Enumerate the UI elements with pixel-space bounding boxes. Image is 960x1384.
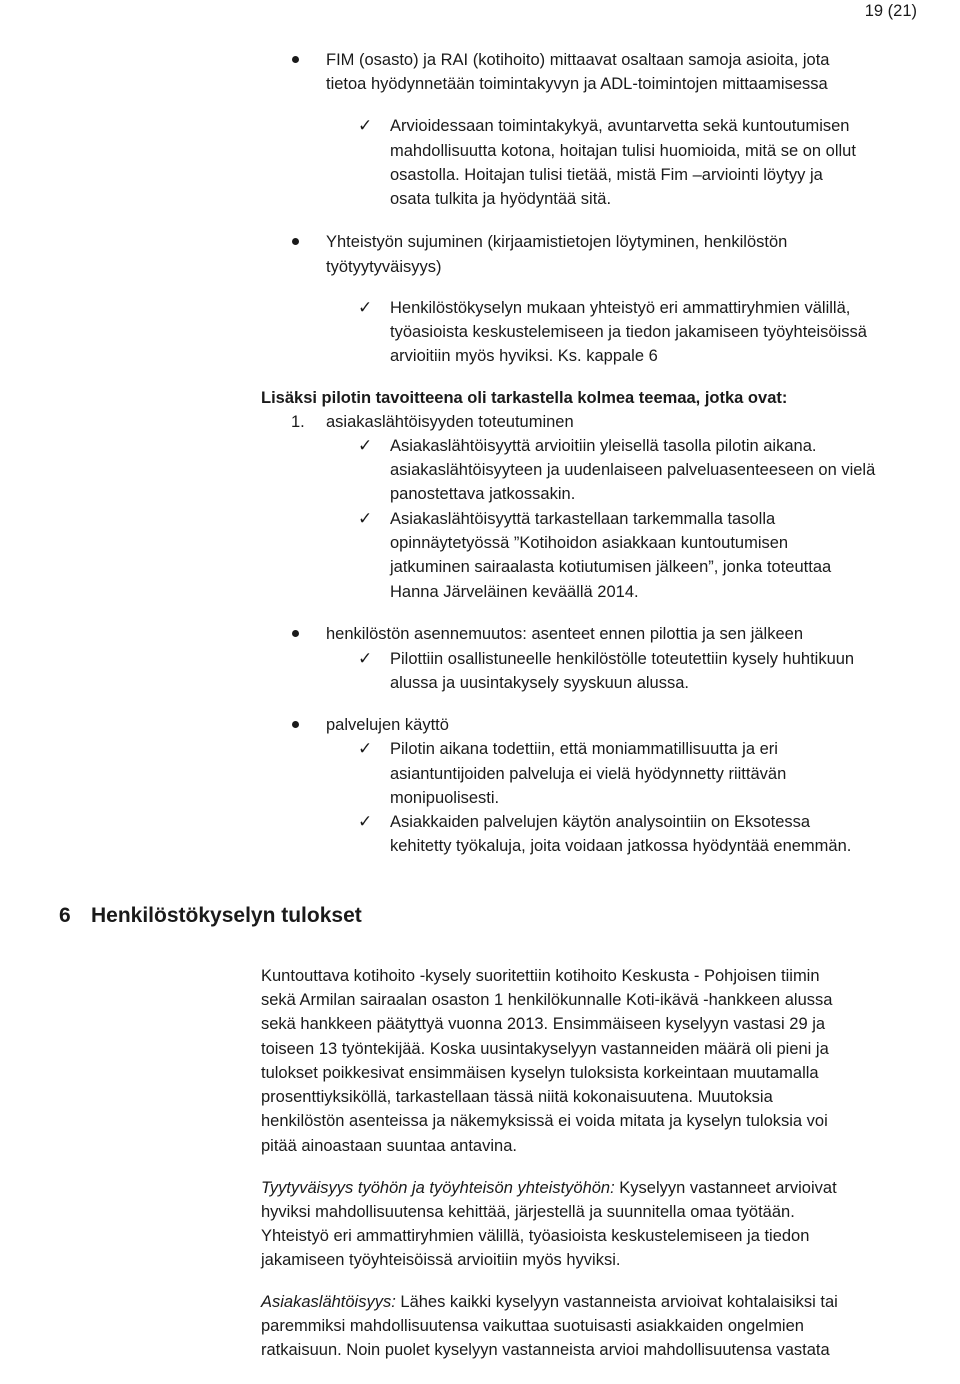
section-title: Henkilöstökyselyn tulokset	[91, 904, 362, 927]
text-line: Kuntouttava kotihoito -kysely suoritettiin kotihoito Keskusta - Pohjoisen tiimin	[261, 967, 820, 985]
check-icon: ✓	[358, 298, 373, 318]
text-line: Henkilöstökyselyn mukaan yhteistyö eri ammattiryhmien välillä,	[390, 299, 851, 317]
text-line: jatkuminen sairaalasta kotiutumisen jälkeen”, jonka toteuttaa	[390, 558, 832, 576]
text-line: monipuolisesti.	[390, 789, 500, 807]
text-line: Asiakkaiden palvelujen käytön analysointiin on Eksotessa	[390, 813, 811, 831]
check-icon: ✓	[358, 116, 373, 136]
text-line: Yhteistyön sujuminen (kirjaamistietojen löytyminen, henkilöstön	[326, 233, 788, 251]
text-line: työasioista keskustelemiseen ja tiedon jakamiseen työyhteisöissä	[390, 323, 867, 341]
text-line: kehitetty työkaluja, joita voidaan jatkossa hyödyntää enemmän.	[390, 837, 852, 855]
text-line	[261, 1176, 837, 1200]
text-line: Hanna Järveläinen keväällä 2014.	[390, 583, 639, 601]
text-line: paremmiksi mahdollisuutensa vaikuttaa suotuisasti asiakkaiden ongelmien	[261, 1317, 804, 1335]
text-line	[261, 1290, 838, 1314]
text-line: ratkaisuun. Noin puolet kyselyyn vastanneista arvioi mahdollisuutensa vastata	[261, 1341, 830, 1359]
item-number: 1.	[291, 413, 305, 431]
paragraph-label: Tyytyväisyys työhön ja työyhteisön yhteistyöhön:	[261, 1179, 615, 1197]
check-icon: ✓	[358, 649, 373, 669]
text-line: FIM (osasto) ja RAI (kotihoito) mittaavat osaltaan samoja asioita, jota	[326, 51, 830, 69]
text-line: sekä Armilan sairaalan osaston 1 henkilökunnalle Koti-ikävä -hankkeen alussa	[261, 991, 833, 1009]
text-line: työtyytyväisyys)	[326, 258, 442, 276]
paragraph-text: Lähes kaikki kyselyyn vastanneista arvioivat kohtalaisiksi tai	[395, 1293, 838, 1311]
text-line: Arvioidessaan toimintakykyä, avuntarvetta sekä kuntoutumisen	[390, 117, 850, 135]
text-line: asiantuntijoiden palveluja ei vielä hyödynnetty riittävän	[390, 765, 787, 783]
text-line: henkilöstön asenteissa ja näkemyksissä ei voida mitata ja kyselyn tuloksia voi	[261, 1112, 828, 1130]
paragraph-label: Asiakaslähtöisyys:	[261, 1293, 396, 1311]
text-line: asiakaslähtöisyyden toteutuminen	[326, 413, 574, 431]
text-line: mahdollisuutta kotona, hoitajan tulisi huomioida, mitä se on ollut	[390, 142, 856, 160]
bullet-dot	[292, 56, 299, 63]
text-line: Pilottiin osallistuneelle henkilöstölle toteutettiin kysely huhtikuun	[390, 650, 855, 668]
text-line: jakamiseen työyhteisöissä arvioitiin myös hyviksi.	[261, 1251, 621, 1269]
text-line: Asiakaslähtöisyyttä arvioitiin yleisellä tasolla pilotin aikana.	[390, 437, 817, 455]
check-icon: ✓	[358, 436, 373, 456]
text-line: Yhteistyö eri ammattiryhmien välillä, työasioista keskustelemiseen ja tiedon	[261, 1227, 810, 1245]
text-line: tulokset poikkesivat ensimmäisen kyselyn tuloksista korkeintaan muutamalla	[261, 1064, 819, 1082]
text-line: asiakaslähtöisyyteen ja uudenlaiseen palveluasenteeseen on vielä	[390, 461, 876, 479]
section-number: 6	[59, 904, 71, 927]
text-line: osastolla. Hoitajan tulisi tietää, mistä Fim –arviointi löytyy ja	[390, 166, 823, 184]
text-line: sekä hankkeen päätyttyä vuonna 2013. Ensimmäiseen kyselyyn vastasi 29 ja	[261, 1015, 826, 1033]
text-line: pitää ainoastaan suuntaa antavina.	[261, 1137, 517, 1155]
text-line: osata tulkita ja hyödyntää sitä.	[390, 190, 612, 208]
themes-heading: Lisäksi pilotin tavoitteena oli tarkastella kolmea teemaa, jotka ovat:	[261, 389, 788, 407]
text-line: Asiakaslähtöisyyttä tarkastellaan tarkemmalla tasolla	[390, 510, 776, 528]
text-line: arvioitiin myös hyviksi. Ks. kappale 6	[390, 347, 658, 365]
bullet-dot	[292, 721, 299, 728]
text-line: hyviksi mahdollisuutensa kehittää, järjestellä ja suunnitella omaa työtään.	[261, 1203, 795, 1221]
text-line: tietoa hyödynnetään toimintakyvyn ja ADL-toimintojen mittaamisessa	[326, 75, 828, 93]
text-line: toiseen 13 työntekijää. Koska uusintakyselyyn vastanneiden määrä oli pieni ja	[261, 1040, 829, 1058]
bullet-dot	[292, 238, 299, 245]
text-line: panostettava jatkossakin.	[390, 485, 576, 503]
text-line: opinnäytetyössä ”Kotihoidon asiakkaan kuntoutumisen	[390, 534, 789, 552]
text-line: alussa ja uusintakysely syyskuun alussa.	[390, 674, 689, 692]
check-icon: ✓	[358, 812, 373, 832]
text-line: henkilöstön asennemuutos: asenteet ennen pilottia ja sen jälkeen	[326, 625, 804, 643]
page-number: 19 (21)	[864, 2, 917, 20]
check-icon: ✓	[358, 739, 373, 759]
check-icon: ✓	[358, 509, 373, 529]
bullet-dot	[292, 630, 299, 637]
text-line: palvelujen käyttö	[326, 716, 449, 734]
text-line: prosenttiyksiköllä, tarkastellaan tässä niitä kokonaisuutena. Muutoksia	[261, 1088, 773, 1106]
paragraph-text: Kyselyyn vastanneet arvioivat	[614, 1179, 837, 1197]
text-line: Pilotin aikana todettiin, että moniammatillisuutta ja eri	[390, 740, 778, 758]
